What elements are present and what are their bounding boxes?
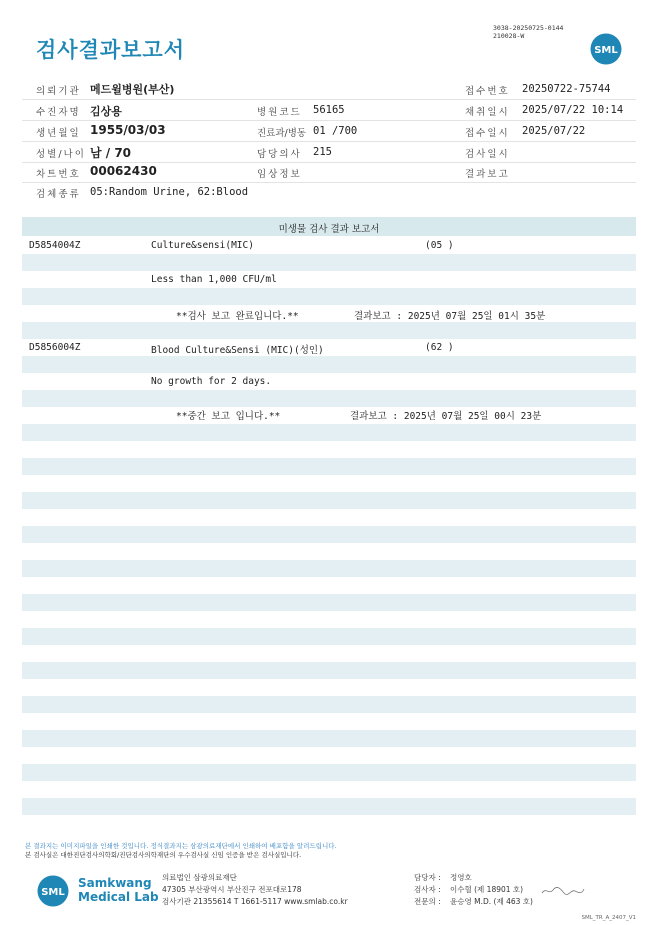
form-code: SML_TR_A_2407_V1 [581,915,636,921]
specimen-type-value: 05:Random Urine, 62:Blood [90,186,249,198]
organization-contact: 검사기관 21355614 T 1661-5117 www.smlab.co.kr [162,897,348,906]
test-report-time: 결과보고 : 2025년 07월 25일 00시 23분 [350,411,542,422]
hospital-code-value: 56165 [313,104,345,116]
staff-label: 검사자 : [414,885,441,894]
result-row-stripe [22,526,636,543]
staff-label: 전문의 : [414,897,441,906]
info-row-birthdate [22,121,636,142]
test-status: **검사 보고 완료입니다.** [176,311,299,322]
document-code-line: 3038-20250725-0144 [493,24,564,32]
result-row-stripe [22,492,636,509]
footer-note-accreditation: 본 검사실은 대한진단검사의학회/진단검사의학재단의 우수검사실 신임 인증을 받은 검사실입니다. [25,851,302,859]
info-row-institution [22,79,636,100]
test-specimen: (05 ) [425,240,454,251]
info-row-chart [22,162,636,183]
test-status: **중간 보고 입니다.** [176,411,281,422]
svg-text:SML: SML [41,887,65,898]
results-header-title: 미생물 검사 결과 보고서 [278,224,380,235]
organization-name: 의료법인 삼광의료재단 [162,873,237,882]
info-label: 의뢰기관 [36,86,81,97]
info-label: 병원코드 [257,107,302,118]
info-label: 담당의사 [257,149,302,160]
institution-value: 메드윌병원(부산) [90,83,175,96]
result-row-stripe [22,730,636,747]
info-label: 접수일시 [465,128,510,139]
patient-name-value: 김상용 [90,105,122,118]
info-row-sex-age [22,142,636,163]
sex-age-value: 남 / 70 [90,146,132,160]
info-label: 차트번호 [36,169,81,180]
result-row-stripe [22,798,636,815]
staff-specialist: 윤승영 M.D. (제 463 호) [450,897,533,906]
test-name: Culture&sensi(MIC) [151,240,254,251]
organization-address: 47305 부산광역시 부산진구 전포대로178 [162,885,302,894]
info-label: 수진자명 [36,107,81,118]
info-label: 검사일시 [465,149,510,160]
signature [540,882,586,901]
staff-manager: 정영호 [450,873,472,882]
info-label: 성별/나이 [36,149,86,160]
result-row-stripe [22,458,636,475]
result-row-stripe [22,560,636,577]
staff-label: 담당자 : [414,873,441,882]
department-value: 01 /700 [313,125,358,137]
brand-name-line: Samkwang [78,876,152,890]
sml-logo [589,32,623,66]
test-code: D5854004Z [29,240,81,251]
info-label: 임상정보 [257,169,302,180]
info-row-patient [22,100,636,121]
staff-values [450,872,533,908]
result-row-stripe [22,390,636,407]
document-code-line: 210028-W [493,32,525,40]
physician-value: 215 [313,146,332,158]
svg-text:SML: SML [594,45,618,56]
test-code: D5856004Z [29,342,81,353]
test-result: Less than 1,000 CFU/ml [151,274,277,285]
result-row-stripe [22,628,636,645]
staff-labels [414,872,441,908]
result-row-stripe [22,356,636,373]
result-row-stripe [22,254,636,271]
info-label: 채취일시 [465,107,510,118]
result-row-stripe [22,764,636,781]
info-label: 검체종류 [36,189,81,200]
report-title: 검사결과보고서 [36,38,186,62]
brand-name [78,876,159,904]
accession-number-value: 20250722-75744 [522,83,611,95]
info-label: 접수번호 [465,86,510,97]
info-label: 생년월일 [36,128,81,139]
info-row-specimen [22,182,636,202]
sml-footer-logo [36,874,70,908]
test-name: Blood Culture&Sensi (MIC)(성인) [151,345,324,356]
info-label: 진료과/병동 [257,128,307,139]
result-row-stripe [22,696,636,713]
test-result: No growth for 2 days. [151,376,272,387]
info-label: 결과보고 [465,169,510,180]
results-header [22,217,636,236]
test-specimen: (62 ) [425,342,454,353]
result-row-stripe [22,424,636,441]
result-row-stripe [22,288,636,305]
birthdate-value: 1955/03/03 [90,123,166,137]
chart-number-value: 00062430 [90,164,157,178]
footer-note-image: 본 결과지는 이미지파일을 인쇄한 것입니다. 정식결과지는 삼광의료재단에서 인쇄하여 배포함을 알려드립니다. [25,842,337,850]
result-row-stripe [22,594,636,611]
document-code [493,24,563,40]
staff-examiner: 이수혈 (제 18901 호) [450,885,524,894]
test-report-time: 결과보고 : 2025년 07월 25일 01시 35분 [354,311,546,322]
collection-time-value: 2025/07/22 10:14 [522,104,624,116]
receipt-date-value: 2025/07/22 [522,125,586,137]
result-row-stripe [22,662,636,679]
brand-name-line: Medical Lab [78,890,159,904]
organization-info [162,872,348,908]
result-row-stripe [22,322,636,339]
